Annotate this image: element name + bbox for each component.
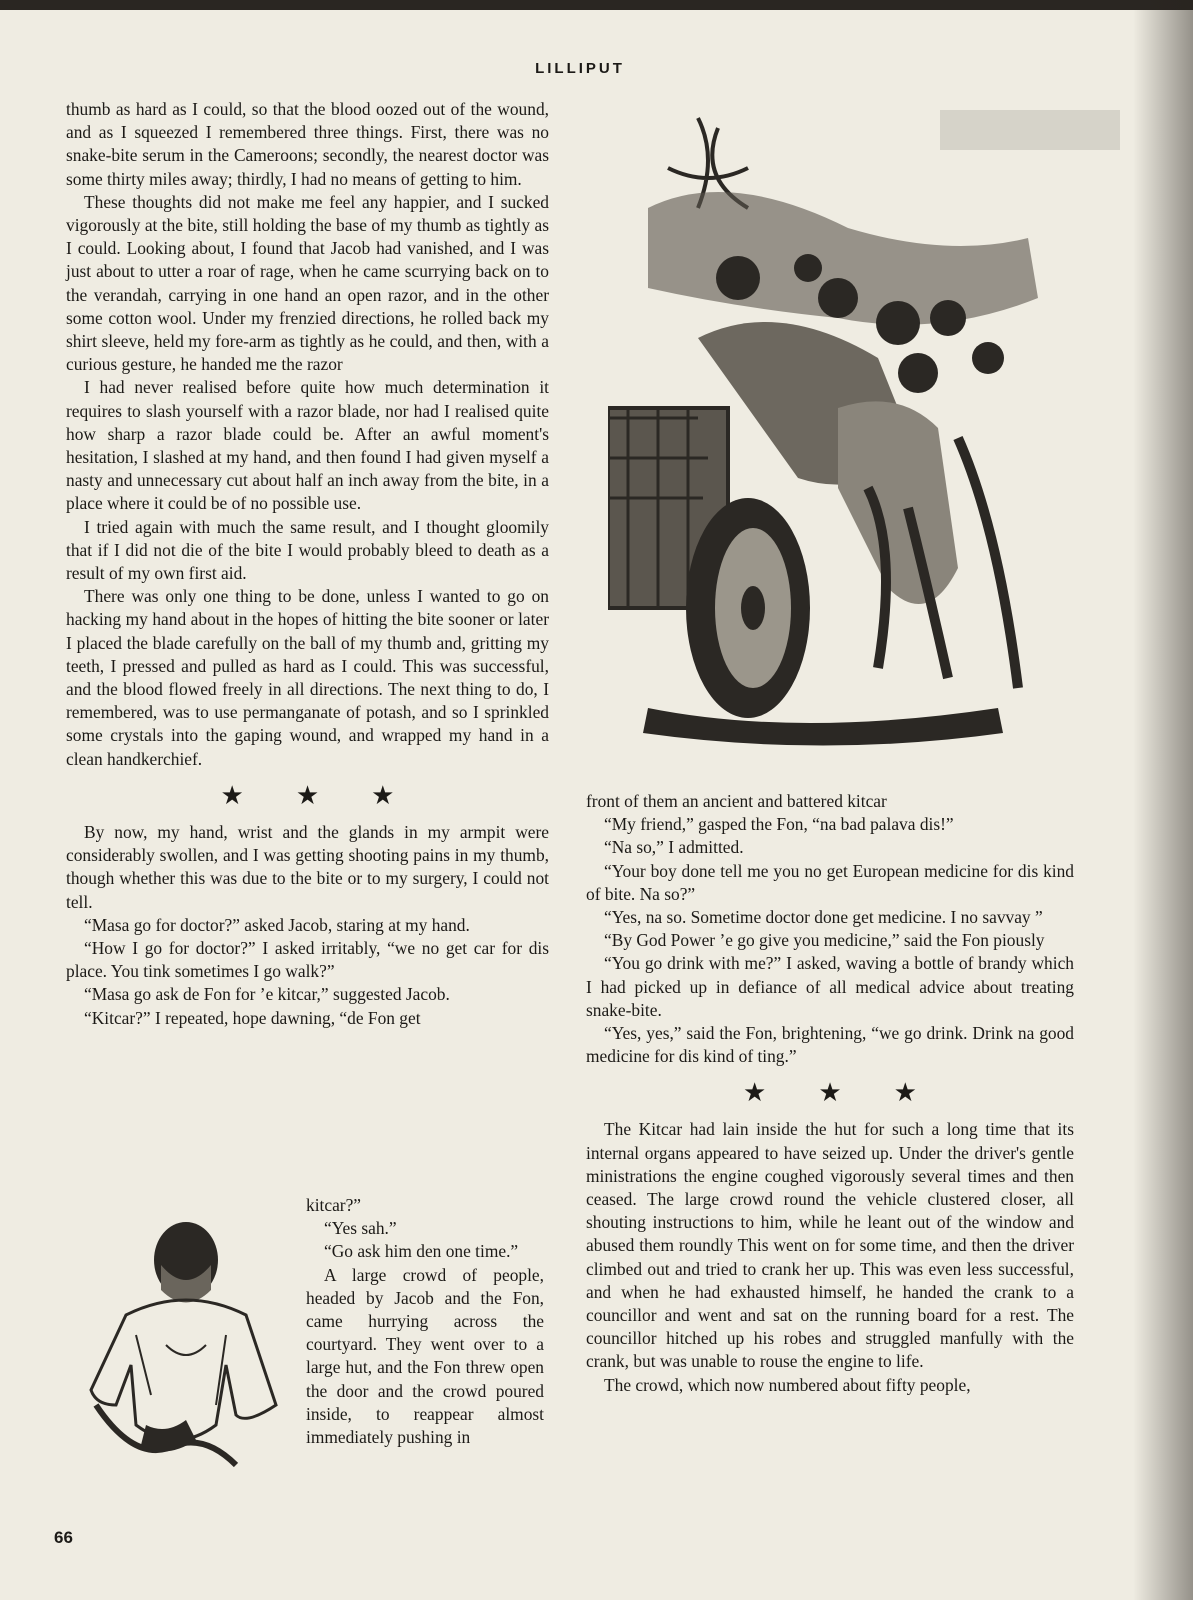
section-break-stars: ★★★ xyxy=(743,1078,969,1108)
binding-shadow xyxy=(1133,0,1193,1600)
paragraph: The crowd, which now numbered about fifty people, xyxy=(604,1374,971,1395)
paragraph: “Yes, na so. Sometime doctor done get medicine. I no savvay ” xyxy=(604,907,1043,928)
paragraph: “Your boy done tell me you no get European medicine for dis kind of bite. Na so?” xyxy=(586,860,1074,904)
paragraph: “Yes sah.” xyxy=(324,1218,397,1239)
paragraph: “Kitcar?” I repeated, hope dawning, “de Fon get xyxy=(84,1007,421,1028)
paragraph: “By God Power ’e go give you medicine,” said the Fon piously xyxy=(604,930,1045,951)
narrow-column xyxy=(306,1194,544,1449)
crowd-pushing-car-illustration xyxy=(608,108,1070,748)
paragraph: I had never realised before quite how much determination it requires to slash yourself with a razor blade, nor had I realised quite how sharp a razor blade could be. After an awful moment's hesitation, I slashed at my hand, and then found I had given myself a nasty and unnecessary cut about half an inch away from the bite, in a place where it could be of no possible use. xyxy=(66,377,549,514)
running-head: LILLIPUT xyxy=(535,60,625,77)
section-break-stars: ★★★ xyxy=(220,780,447,810)
paragraph: kitcar?” xyxy=(306,1195,362,1215)
paragraph: “Go ask him den one time.” xyxy=(324,1241,519,1262)
paragraph: By now, my hand, wrist and the glands in my armpit were considerably swollen, and I was getting shooting pains in my thumb, though whether this was due to the bite or to my surgery, I could not tell. xyxy=(66,821,549,912)
paragraph: “Yes, yes,” said the Fon, brightening, “we go drink. Drink na good medicine for dis kind of ting.” xyxy=(586,1023,1074,1067)
paragraph: A large crowd of people, headed by Jacob and the Fon, came hurrying across the courtyard. They went over to a large hut, and the Fon threw open the door and the crowd poured inside, to reappear almost immediately pushing in xyxy=(306,1264,544,1448)
paragraph: “Masa go for doctor?” asked Jacob, staring at my hand. xyxy=(84,914,470,935)
paragraph: I tried again with much the same result, and I thought gloomily that if I did not die of the bite I would probably bleed to death as a result of my own first aid. xyxy=(66,516,549,584)
paragraph: These thoughts did not make me feel any happier, and I sucked vigorously at the bite, still holding the base of my thumb as tightly as I could. Looking about, I found that Jacob had vanished, and I was just about to utter a roar of rage, when he came scurrying back on to the verandah, carrying in one hand an open razor, and in the other some cotton wool. Under my frenzied directions, he rolled back my shirt sleeve, held my fore-arm as tightly as he could, and then, with a curious gesture, he handed me the razor xyxy=(66,191,549,375)
left-column xyxy=(66,98,549,1030)
paragraph: front of them an ancient and battered kitcar xyxy=(586,791,887,811)
paragraph: “Masa go ask de Fon for ’e kitcar,” suggested Jacob. xyxy=(84,984,450,1005)
paragraph: The Kitcar had lain inside the hut for such a long time that its internal organs appeared to have seized up. Under the driver's gentle ministrations the engine coughed vigorously several times and then ceased. The large crowd round the vehicle clustered closer, all shouting instructions to him, while he leant out of the window and abused them roundly This went on for some time, and then the driver climbed out and tried to crank her up. This was even less successful, and when he had exhausted himself, he handed the crank to a councillor and went and sat on the running board for a rest. The councillor hitched up his robes and struggled manfully with the crank, but was unable to rouse the engine to life. xyxy=(586,1119,1074,1372)
paragraph: thumb as hard as I could, so that the blood oozed out of the wound, and as I squeezed I remembered three things. First, there was no snake-bite serum in the Cameroons; secondly, the nearest doctor was some thirty miles away; thirdly, I had no means of getting to him. xyxy=(66,99,549,189)
paragraph: “Na so,” I admitted. xyxy=(604,837,744,858)
page-top-edge xyxy=(0,0,1193,10)
page-number: 66 xyxy=(54,1528,73,1547)
paragraph: There was only one thing to be done, unless I wanted to go on hacking my hand about in the hopes of hitting the bite sooner or later I placed the blade carefully on the ball of my thumb and, gritting my teeth, I pressed and pulled as hard as I could. This was successful, and the blood flowed freely in all directions. The next thing to do, I remembered, was to use permanganate of potash, and so I sprinkled some crystals into the gaping wound, and wrapped my hand in a clean handkerchief. xyxy=(66,586,549,769)
paragraph: “You go drink with me?” I asked, waving a bottle of brandy which I had picked up in defiance of all medical advice about treating snake-bite. xyxy=(586,953,1074,1020)
paragraph: “How I go for doctor?” I asked irritably, “we no get car for dis place. You tink sometimes I go walk?” xyxy=(66,937,549,982)
right-column xyxy=(586,790,1074,1397)
man-with-injured-hand-illustration xyxy=(66,1205,288,1487)
paragraph: “My friend,” gasped the Fon, “na bad palava dis!” xyxy=(604,814,954,835)
